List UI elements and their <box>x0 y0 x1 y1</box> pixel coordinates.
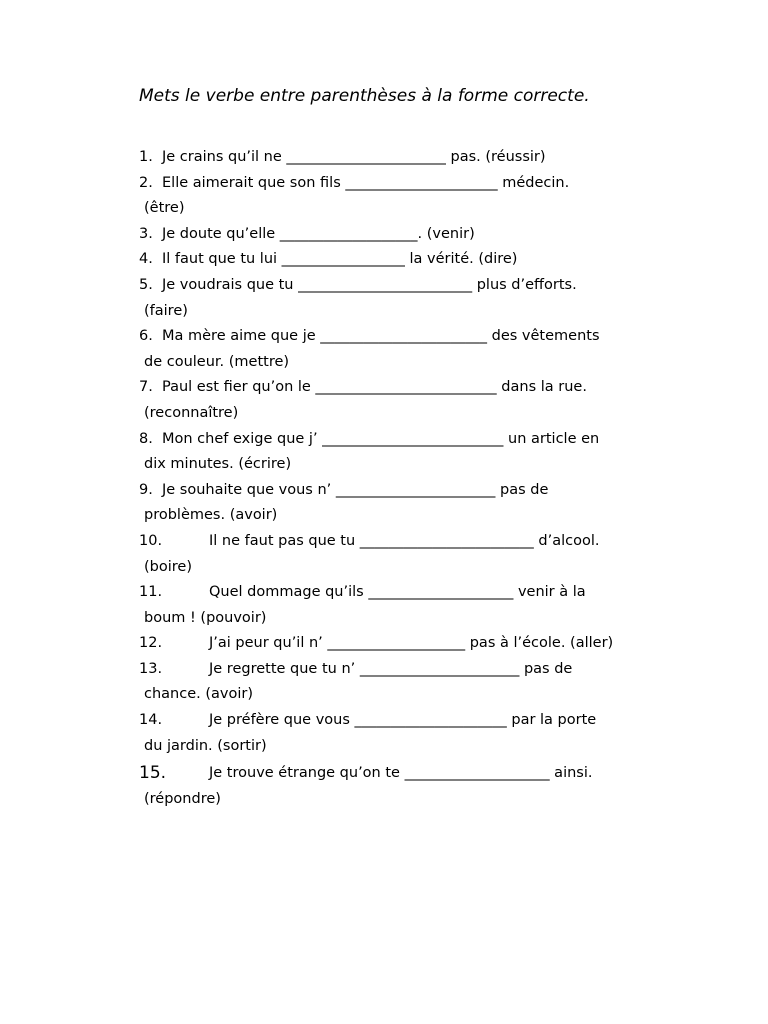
exercise-item-4 <box>139 247 699 273</box>
item-text: Je regrette que tu n’ ______________________ pas de <box>209 660 573 677</box>
item-text: Paul est fier qu’on le _________________________ dans la rue. <box>162 379 587 396</box>
item-number: 7. <box>139 379 153 396</box>
exercise-item-7 <box>139 375 699 426</box>
exercise-item-14 <box>139 708 699 759</box>
item-text: Je souhaite que vous n’ ______________________ pas de <box>162 481 549 498</box>
exercise-item-11 <box>139 580 699 631</box>
exercise-item-1 <box>139 145 699 171</box>
item-number: 8. <box>139 430 153 447</box>
item-number: 5. <box>139 276 153 293</box>
item-text: Je crains qu’il ne ______________________ pas. (réussir) <box>162 149 546 165</box>
exercise-item-3 <box>139 222 699 248</box>
item-number: 4. <box>139 251 153 268</box>
item-text: Elle aimerait que son fils _____________________ médecin. <box>162 174 570 191</box>
exercise-item-10 <box>139 529 699 580</box>
item-continuation: de couleur. (mettre) <box>144 353 290 370</box>
exercise-list <box>139 145 699 812</box>
item-text: Je doute qu’elle ___________________. (venir) <box>162 225 475 242</box>
item-number: 9. <box>139 481 153 498</box>
item-number: 12. <box>139 635 163 652</box>
item-number: 11. <box>139 584 163 601</box>
item-continuation: chance. (avoir) <box>144 686 253 703</box>
item-text: Je trouve étrange qu’on te ____________________ ainsi. <box>209 765 593 782</box>
item-continuation: (être) <box>144 200 185 217</box>
exercise-item-2 <box>139 171 699 222</box>
item-continuation: dix minutes. (écrire) <box>144 456 292 473</box>
item-continuation: problèmes. (avoir) <box>144 507 278 524</box>
exercise-item-6 <box>139 324 699 375</box>
item-text: J’ai peur qu’il n’ ___________________ pas à l’école. (aller) <box>209 635 614 652</box>
item-text: Je voudrais que tu ________________________ plus d’efforts. <box>162 276 577 293</box>
item-continuation: (reconnaître) <box>144 404 239 421</box>
exercise-item-9 <box>139 478 699 529</box>
exercise-item-13 <box>139 657 699 708</box>
item-number: 13. <box>139 660 163 677</box>
item-number: 1. <box>139 149 153 165</box>
item-text: Je préfère que vous _____________________ par la porte <box>209 712 597 729</box>
item-text: Ma mère aime que je _______________________ des vêtements <box>162 328 600 345</box>
exercise-item-12 <box>139 631 699 657</box>
exercise-item-8 <box>139 427 699 478</box>
item-number: 15. <box>139 763 167 784</box>
item-text: Mon chef exige que j’ _________________________ un article en <box>162 430 600 447</box>
instruction-title: Mets le verbe entre parenthèses à la forme correcte. <box>139 86 590 106</box>
item-continuation: du jardin. (sortir) <box>144 737 267 754</box>
item-continuation: (faire) <box>144 302 188 319</box>
item-number: 6. <box>139 328 153 345</box>
item-continuation: boum ! (pouvoir) <box>144 609 267 626</box>
item-number: 3. <box>139 225 153 242</box>
exercise-item-5 <box>139 273 699 324</box>
item-number: 2. <box>139 174 153 191</box>
item-text: Quel dommage qu’ils ____________________ venir à la <box>209 584 586 601</box>
item-number: 14. <box>139 712 163 729</box>
exercise-item-15 <box>139 761 699 812</box>
item-number: 10. <box>139 532 163 549</box>
item-continuation: (répondre) <box>144 790 221 807</box>
item-continuation: (boire) <box>144 558 192 575</box>
item-text: Il ne faut pas que tu ________________________ d’alcool. <box>209 532 600 549</box>
item-text: Il faut que tu lui _________________ la vérité. (dire) <box>162 251 518 268</box>
